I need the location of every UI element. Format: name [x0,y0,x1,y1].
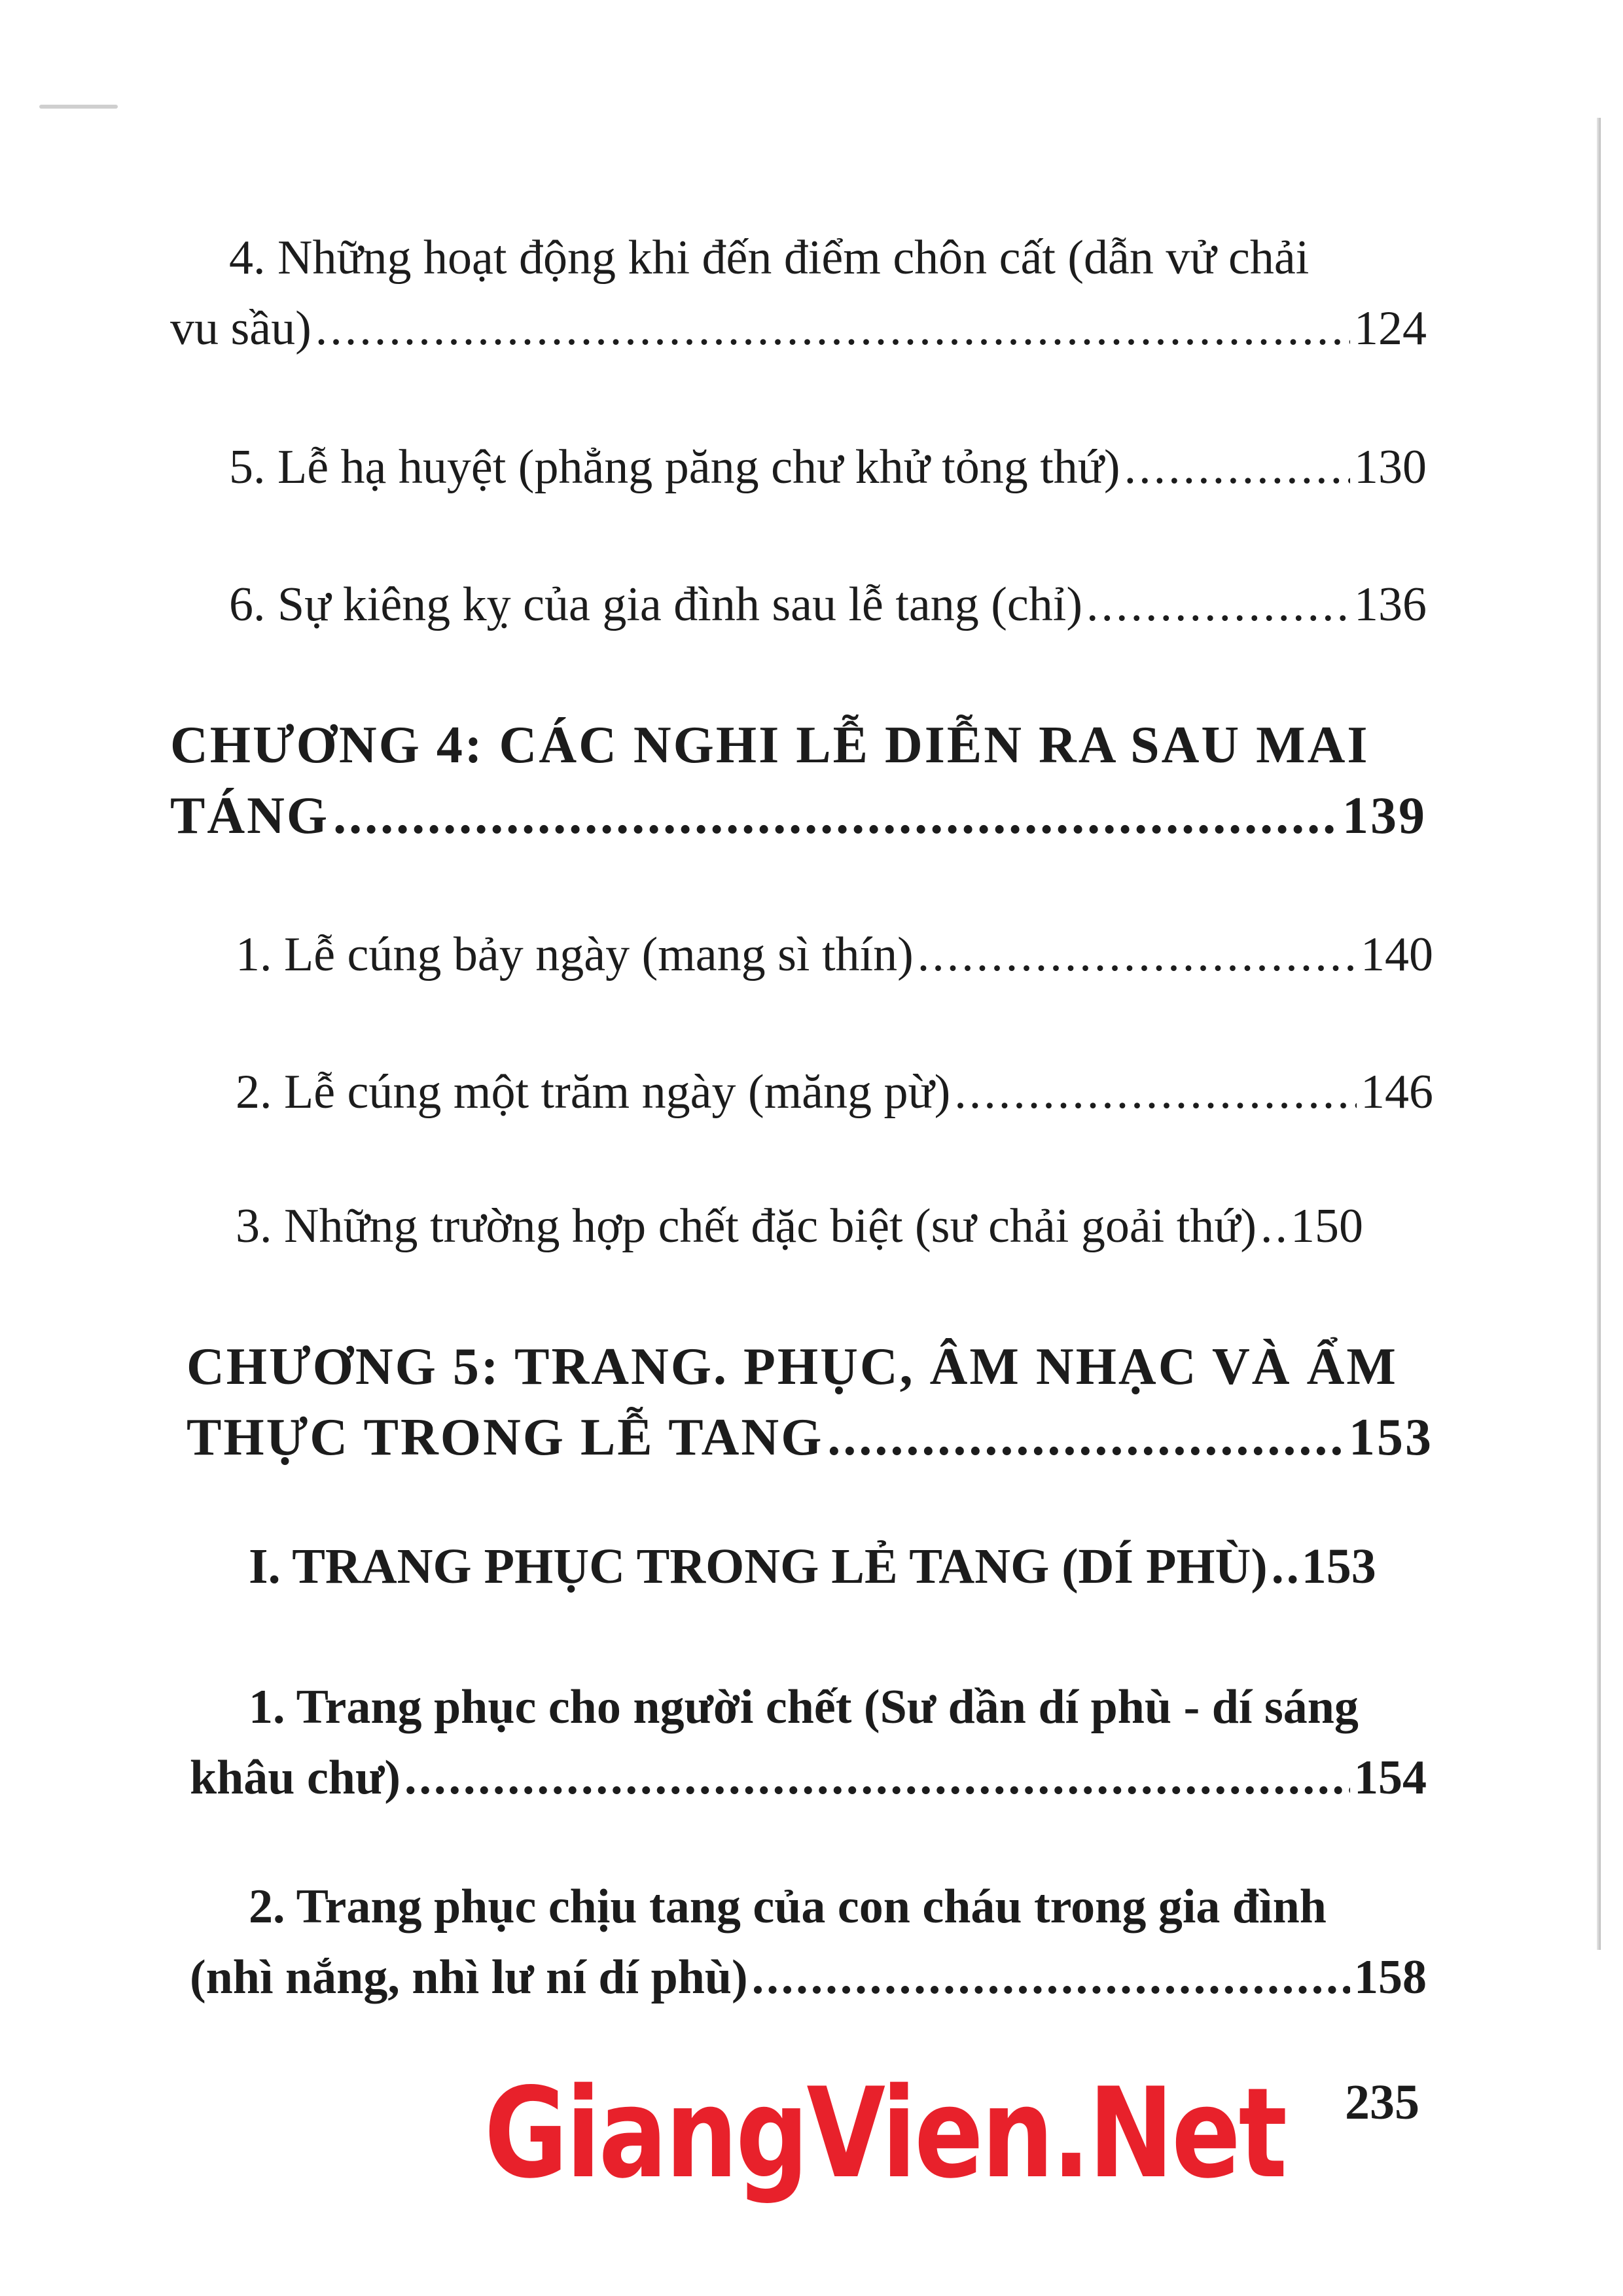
toc-entry[interactable] [177,919,1433,990]
dot-leader [752,1942,1350,2013]
toc-page-number: 146 [1361,1065,1433,1119]
toc-entry[interactable] [170,569,1427,640]
toc-page-number: 124 [1354,302,1427,355]
toc-chapter-title: TÁNG [170,787,330,845]
toc-chapter[interactable] [170,710,1427,851]
toc-page-number: 139 [1342,787,1427,845]
dot-leader [918,919,1357,990]
dot-leader [954,1057,1357,1127]
toc-entry[interactable] [170,432,1427,503]
toc-entry-title: 5. Lễ hạ huyệt (phẳng păng chư khử tỏng thứ) [229,440,1120,494]
toc-page-number: 140 [1361,928,1433,981]
page-edge [1597,118,1601,1950]
toc-entry-title: khâu chư) [190,1751,401,1805]
toc-entry-line2 [190,1942,1427,2013]
dot-leader [1260,1191,1287,1262]
dot-leader [315,293,1350,364]
toc-page-number: 150 [1291,1199,1364,1253]
toc-entry[interactable] [177,1191,1433,1262]
toc-entry-line2 [170,293,1427,364]
toc-entry-line [177,1057,1433,1127]
toc-entry-line [170,569,1427,640]
toc-entry-line [177,1191,1433,1262]
dot-leader [1124,432,1350,503]
toc-entry-title: 2. Lễ cúng một trăm ngày (măng pừ) [236,1065,951,1119]
toc-chapter-line1: CHƯƠNG 4: CÁC NGHI LỄ DIỄN RA SAU MAI [170,716,1370,774]
toc-entry-line1: 1. Trang phục cho người chết (Sư dần dí phù - dí sáng [249,1680,1359,1734]
toc-entry[interactable] [170,222,1427,364]
page-number: 235 [1345,2075,1419,2130]
toc-section-line [190,1531,1420,1602]
dot-leader [1086,569,1350,640]
toc-entry-line [170,432,1427,503]
watermark: GiangVien.Net [484,2061,1285,2206]
toc-entry[interactable] [190,1672,1427,1813]
toc-chapter[interactable] [187,1332,1433,1473]
toc-entry-line1: 2. Trang phục chịu tang của con cháu trong gia đình [249,1880,1327,1934]
toc-entry[interactable] [177,1057,1433,1127]
toc-page-number: 154 [1354,1751,1427,1805]
toc-chapter-title: THỰC TRONG LỄ TANG [187,1409,824,1466]
dot-leader [1272,1531,1298,1602]
dot-leader [404,1742,1350,1813]
toc-entry-line2 [190,1742,1427,1813]
toc-entry-title: 1. Lễ cúng bảy ngày (mang sì thín) [236,928,914,981]
dot-leader [333,781,1338,851]
toc-chapter-line1: CHƯƠNG 5: TRANG. PHỤC, ÂM NHẠC VÀ ẨM [187,1338,1398,1396]
toc-chapter-line2 [170,781,1427,851]
toc-page-number: 153 [1301,1539,1376,1594]
toc-entry-title: 6. Sự kiêng kỵ của gia đình sau lễ tang (chỉ) [229,578,1082,631]
toc-section[interactable] [190,1531,1420,1602]
toc-entry-line [177,919,1433,990]
toc-page-number: 130 [1354,440,1427,494]
toc-page-number: 153 [1349,1409,1433,1466]
dot-leader [827,1402,1345,1473]
toc-page-number: 136 [1354,578,1427,631]
toc-page-number: 158 [1354,1951,1427,2004]
toc-entry-line1: 4. Những hoạt động khi đến điểm chôn cất (dẫn vử chải [229,231,1310,285]
toc-entry-title: vu sầu) [170,302,312,355]
scan-mark [39,105,118,109]
toc-entry-title: 3. Những trường hợp chết đặc biệt (sư chải goải thứ) [236,1199,1257,1253]
toc-entry-title: (nhì nắng, nhì lư ní dí phù) [190,1951,748,2004]
toc-section-title: I. TRANG PHỤC TRONG LẺ TANG (DÍ PHÙ) [249,1539,1268,1594]
toc-entry[interactable] [190,1871,1427,2013]
toc-chapter-line2 [187,1402,1433,1473]
